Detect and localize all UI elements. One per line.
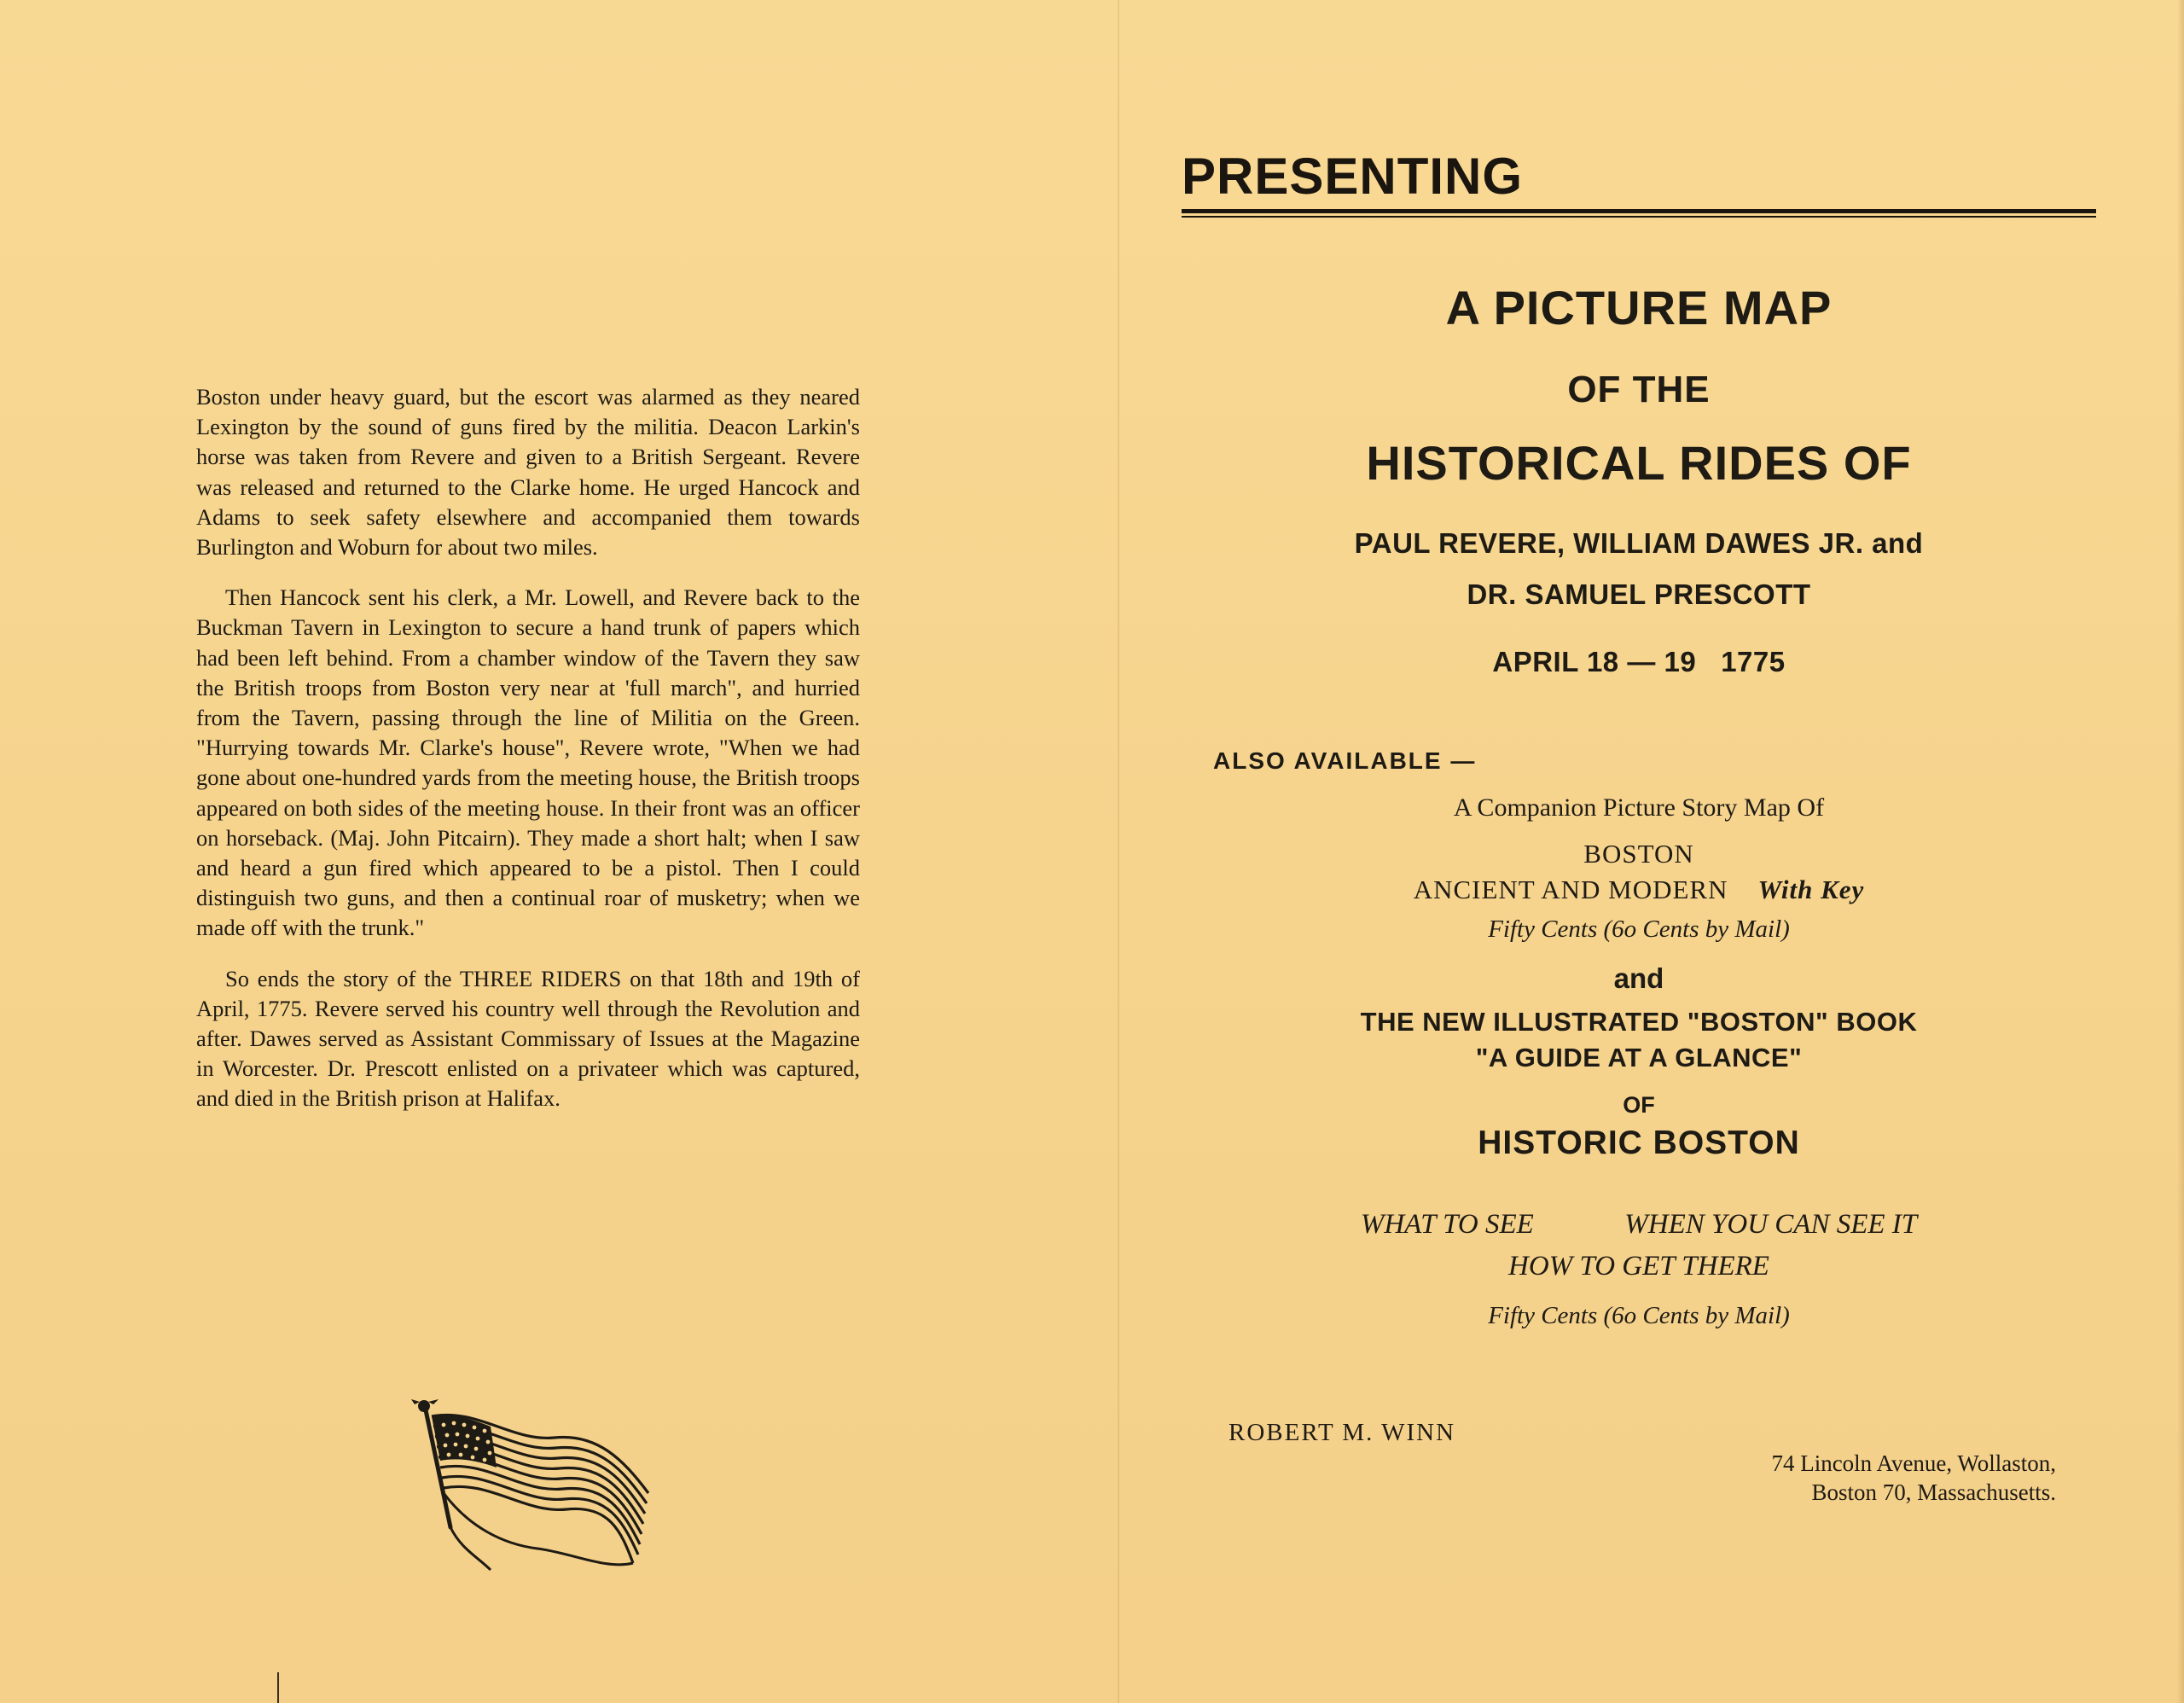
title-line-1: A PICTURE MAP [1445,281,1833,334]
address-line-1: 74 Lincoln Avenue, Wollaston, [1771,1450,2056,1476]
boston-label: BOSTON [1583,839,1694,869]
price-line-1: Fifty Cents (6o Cents by Mail) [1488,915,1790,943]
title-line-2: OF THE [1567,369,1711,410]
how-to-get-line: HOW TO GET THERE [1508,1251,1769,1282]
riders-line-2: DR. SAMUEL PRESCOTT [1467,578,1811,610]
of-line: OF [1623,1092,1655,1118]
paper-edge [2177,0,2184,1703]
heading-rule-thin [1182,216,2096,218]
book-title-line: THE NEW ILLUSTRATED "BOSTON" BOOK [1360,1007,1918,1037]
price-line-2: Fifty Cents (6o Cents by Mail) [1488,1302,1790,1329]
author-name: ROBERT M. WINN [1228,1419,1456,1446]
guide-line: "A GUIDE AT A GLANCE" [1475,1043,1803,1072]
with-key-label: With Key [1757,875,1865,904]
historic-boston-line: HISTORIC BOSTON [1478,1125,1800,1161]
ancient-modern-label: ANCIENT AND MODERN [1413,875,1728,904]
story-column [196,382,860,1135]
title-line-3: HISTORICAL RIDES OF [1366,436,1912,490]
also-available-label: ALSO AVAILABLE — [1213,747,1477,774]
what-when-line [1182,1209,2096,1241]
and-line: and [1613,962,1664,994]
companion-line: A Companion Picture Story Map Of [1453,793,1825,822]
what-to-see-label: WHAT TO SEE [1360,1209,1534,1240]
address-line-2: Boston 70, Massachusetts. [1811,1479,2056,1505]
when-you-can-see-label: WHEN YOU CAN SEE IT [1624,1209,1918,1240]
publisher-address [1771,1449,2056,1507]
heading-rule-thick [1182,209,2096,213]
american-flag-icon [410,1399,657,1578]
story-paragraph-1: Boston under heavy guard, but the escort was alarmed as they neared Lexington by the sound of guns fired by the militia. Deacon Larkin's horse was taken from Revere and given to a British Sergeant. Revere was released and returned to the Clarke home. He urged Hancock and Adams to seek safety elsewhere and accompanied them towards Burlington and Woburn for about two miles. [196,384,860,561]
dates-line: APRIL 18 — 19 1775 [1492,646,1786,677]
presenting-heading: PRESENTING [1182,148,1524,205]
story-paragraph-3: So ends the story of the THREE RIDERS on that 18th and 19th of April, 1775. Revere served his country well through the Revolution and after. Dawes served as Assistant Commissary of Issues at the Magazine in Worcester. Dr. Prescott enlisted on a privateer which was captured, and died in the British prison at Halifax. [196,965,860,1112]
ancient-modern-line [1182,875,2096,905]
margin-mark [277,1672,279,1703]
boston-line [1182,839,2096,869]
story-paragraph-2: Then Hancock sent his clerk, a Mr. Lowell, and Revere back to the Buckman Tavern in Lexington to secure a hand trunk of papers which had been left behind. From a chamber window of the Tavern they saw the British troops from Boston very near at 'full march", and hurried from the Tavern, passing through the line of Militia on the Green. "Hurrying towards Mr. Clarke's house", Revere wrote, "When we had gone about one-hundred yards from the meeting house, the British troops appeared on both sides of the meeting house. In their front was an officer on horseback. (Maj. John Pitcairn). They made a short halt; when I saw and heard a gun fired which appeared to be a pistol. Then I could distinguish two guns, and then a continual roar of musketry; when we made off with the trunk." [196,584,860,941]
center-fold [1118,0,1119,1703]
riders-line-1: PAUL REVERE, WILLIAM DAWES JR. and [1354,527,1924,559]
